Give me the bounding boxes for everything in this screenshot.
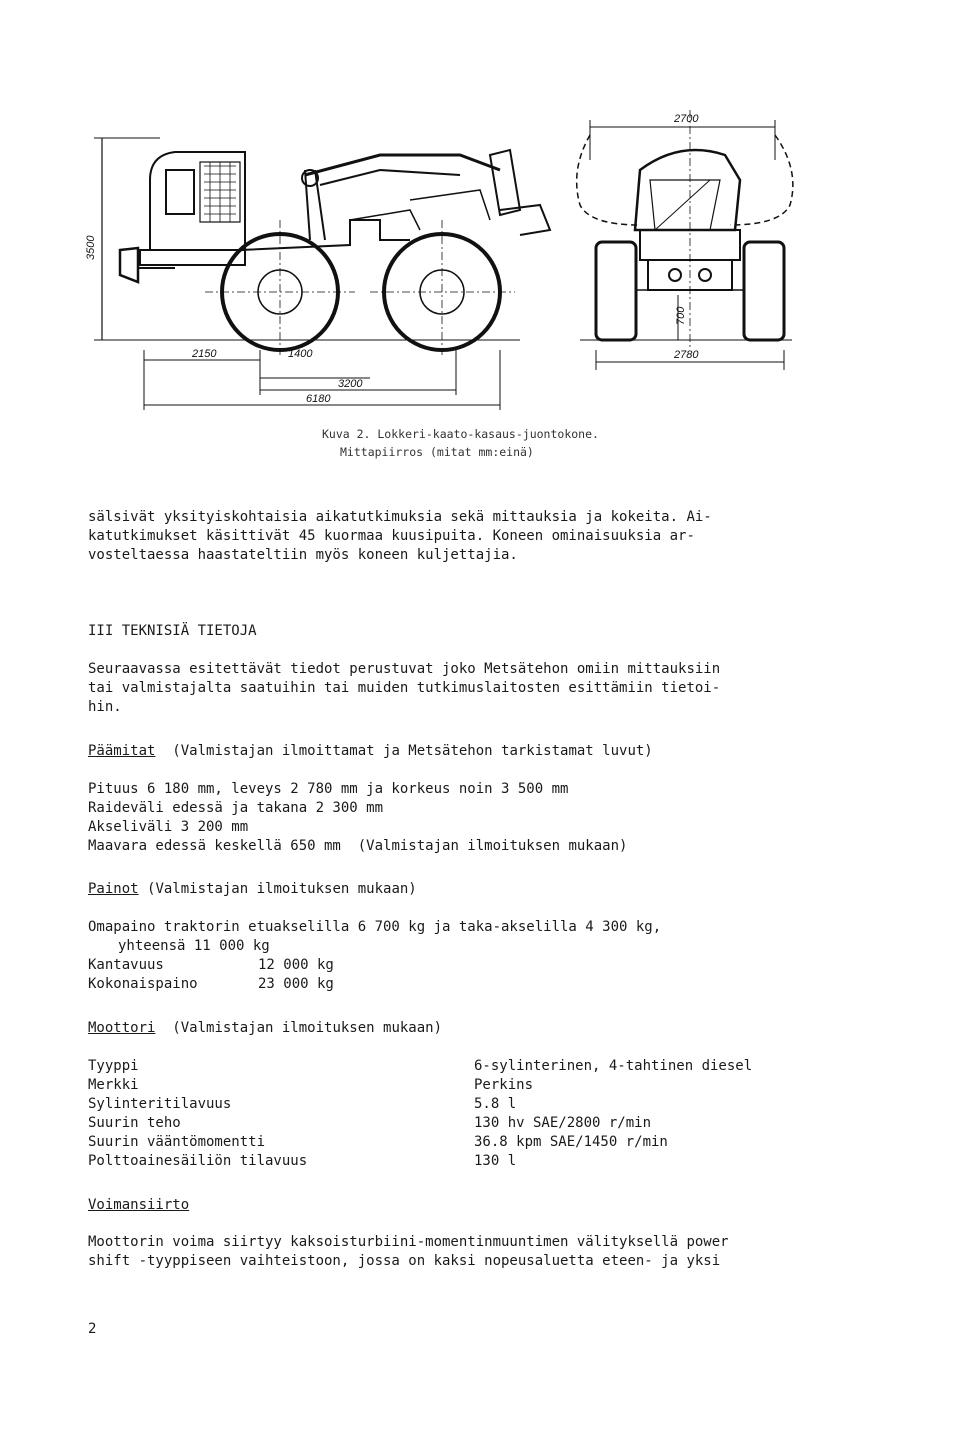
voimansiirto-title xyxy=(88,1196,189,1215)
caption-line-2: Mittapiirros (mitat mm:einä) xyxy=(340,445,534,459)
section-para-line-1: Seuraavassa esitettävät tiedot perustuvat joko Metsätehon omiin mittauksiin xyxy=(88,661,721,677)
section-para-line-3: hin. xyxy=(88,699,122,715)
paamitat-heading-row xyxy=(88,742,653,761)
paamitat-title: Päämitat xyxy=(88,743,156,759)
moottori-row xyxy=(88,1095,517,1114)
voimansiirto-title-text: Voimansiirto xyxy=(88,1197,190,1213)
paamitat-line-4-text: Maavara edessä keskellä 650 mm xyxy=(88,838,341,854)
dim-front-axle-offset: 1400 xyxy=(288,348,313,360)
voimansiirto-line-1: Moottorin voima siirtyy kaksoisturbiini-momentinmuuntimen välityksellä power xyxy=(88,1234,729,1250)
side-view xyxy=(94,138,550,410)
painot-note: (Valmistajan ilmoituksen mukaan) xyxy=(147,881,417,897)
moottori-row-value: 5.8 l xyxy=(474,1096,517,1112)
figure-caption xyxy=(322,425,599,461)
machine-drawing xyxy=(80,100,820,430)
painot-kokonais-row xyxy=(88,975,198,994)
kokonaispaino-label: Kokonaispaino xyxy=(88,976,198,992)
page-number: 2 xyxy=(88,1321,97,1337)
kantavuus-value: 12 000 kg xyxy=(258,957,334,973)
moottori-row xyxy=(88,1057,753,1076)
front-view xyxy=(577,110,793,370)
moottori-row-value: 130 l xyxy=(474,1153,517,1169)
moottori-note: (Valmistajan ilmoituksen mukaan) xyxy=(172,1020,443,1036)
moottori-row-label: Sylinteritilavuus xyxy=(88,1096,232,1112)
paamitat-line-4 xyxy=(88,837,627,856)
moottori-row-label: Polttoainesäiliön tilavuus xyxy=(88,1153,308,1169)
moottori-heading-row xyxy=(88,1019,442,1038)
moottori-title: Moottori xyxy=(88,1020,156,1036)
moottori-row-value: 36.8 kpm SAE/1450 r/min xyxy=(474,1134,668,1150)
dim-clearance: 700 xyxy=(675,306,687,325)
painot-line-2: yhteensä 11 000 kg xyxy=(118,938,270,954)
dim-length: 6180 xyxy=(306,393,331,405)
moottori-row-label: Merkki xyxy=(88,1077,139,1093)
intro-line-2: katutkimukset käsittivät 45 kuormaa kuusipuita. Koneen ominaisuuksia ar- xyxy=(88,528,695,544)
paamitat-line-1: Pituus 6 180 mm, leveys 2 780 mm ja korkeus noin 3 500 mm xyxy=(88,781,569,797)
moottori-row-value: 6-sylinterinen, 4-tahtinen diesel xyxy=(474,1058,753,1074)
painot-title: Painot xyxy=(88,881,139,897)
caption-line-1: Kuva 2. Lokkeri-kaato-kasaus-juontokone. xyxy=(322,427,599,441)
dim-width-top: 2700 xyxy=(674,113,699,125)
dim-height: 3500 xyxy=(85,235,97,260)
painot-kantavuus-row xyxy=(88,956,164,975)
paamitat-note: (Valmistajan ilmoittamat ja Metsätehon tarkistamat luvut) xyxy=(172,743,653,759)
intro-line-3: vosteltaessa haastateltiin myös koneen kuljettajia. xyxy=(88,547,518,563)
kokonaispaino-value: 23 000 kg xyxy=(258,976,334,992)
moottori-row-value: Perkins xyxy=(474,1077,534,1093)
dim-wheelbase: 3200 xyxy=(338,378,363,390)
kantavuus-label: Kantavuus xyxy=(88,957,164,973)
section-para-line-2: tai valmistajalta saatuihin tai muiden tutkimuslaitosten esittämiin tietoi- xyxy=(88,680,721,696)
voimansiirto-line-2: shift -tyyppiseen vaihteistoon, jossa on kaksi nopeusaluetta eteen- ja yksi xyxy=(88,1253,721,1269)
moottori-row xyxy=(88,1076,534,1095)
paamitat-line-3: Akseliväli 3 200 mm xyxy=(88,819,249,835)
moottori-row-label: Tyyppi xyxy=(88,1058,139,1074)
section-heading: III TEKNISIÄ TIETOJA xyxy=(88,623,257,639)
dim-front-overhang: 2150 xyxy=(192,348,217,360)
painot-heading-row xyxy=(88,880,417,899)
paamitat-line-2: Raideväli edessä ja takana 2 300 mm xyxy=(88,800,384,816)
moottori-row-label: Suurin vääntömomentti xyxy=(88,1134,266,1150)
moottori-row xyxy=(88,1152,517,1171)
painot-line-1: Omapaino traktorin etuakselilla 6 700 kg ja taka-akselilla 4 300 kg, xyxy=(88,919,662,935)
moottori-row-label: Suurin teho xyxy=(88,1115,181,1131)
moottori-row xyxy=(88,1114,652,1133)
moottori-row-value: 130 hv SAE/2800 r/min xyxy=(474,1115,652,1131)
dim-width-bottom: 2780 xyxy=(674,349,699,361)
moottori-row xyxy=(88,1133,668,1152)
paamitat-line-4-note: (Valmistajan ilmoituksen mukaan) xyxy=(357,838,628,854)
intro-line-1: sälsivät yksityiskohtaisia aikatutkimuksia sekä mittauksia ja kokeita. Ai- xyxy=(88,509,712,525)
